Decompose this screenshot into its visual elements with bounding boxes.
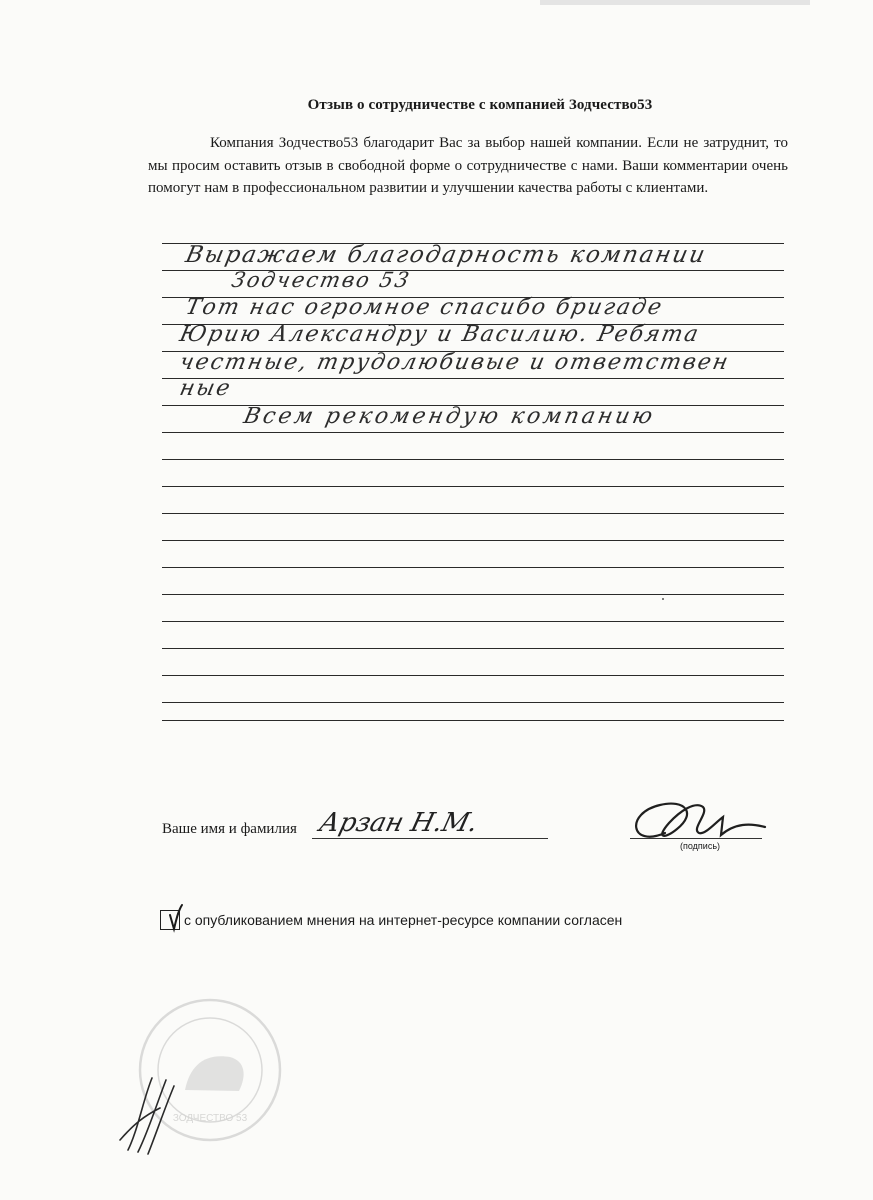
name-label: Ваше имя и фамилия [162, 821, 297, 837]
ruled-line [162, 675, 784, 676]
ruled-line [162, 720, 784, 721]
ruled-line [162, 459, 784, 460]
handwritten-line: честные, трудолюбивые и ответствен [177, 350, 733, 375]
handwritten-line: ные [177, 376, 235, 401]
ruled-line [162, 486, 784, 487]
ruled-line [162, 567, 784, 568]
signature-caption: (подпись) [680, 841, 721, 851]
ruled-line [162, 594, 784, 595]
page-title: Отзыв о сотрудничестве с компанией Зодчество53 [307, 97, 653, 113]
ruled-line [162, 648, 784, 649]
consent-row[interactable] [160, 908, 622, 932]
scan-speck [662, 598, 664, 600]
handwritten-line: Зодчество 53 [229, 268, 414, 292]
ruled-line [162, 621, 784, 622]
stamp-text: ЗОДЧЕСТВО 53 [172, 1113, 248, 1124]
handwritten-line: Юрию Александру и Василию. Ребята [177, 322, 703, 347]
handwritten-line: Выражаем благодарность компании [183, 242, 710, 268]
handwritten-line: Тот нас огромное спасибо бригаде [183, 295, 666, 320]
handwritten-line: Всем рекомендую компанию [241, 404, 658, 429]
stamp-signature-icon [108, 1070, 188, 1160]
intro-paragraph: Компания Зодчество53 благодарит Вас за выбор нашей компании. Если не затруднит, то мы просим оставить отзыв в свободной форме о сотрудничестве с нами. Ваши комментарии очень помогут нам в профессиональном развитии и улучшении качества работы с клиентами. [148, 135, 788, 196]
ruled-line [162, 702, 784, 703]
ruled-line [162, 378, 784, 379]
name-value: Арзан Н.М. [316, 808, 481, 838]
signature-line[interactable] [630, 838, 762, 839]
checkmark-icon [166, 903, 186, 933]
ruled-line [162, 513, 784, 514]
name-field-line[interactable] [312, 838, 548, 839]
ruled-line [162, 432, 784, 433]
consent-label: с опубликованием мнения на интернет-ресурсе компании согласен [184, 912, 623, 928]
ruled-line [162, 540, 784, 541]
